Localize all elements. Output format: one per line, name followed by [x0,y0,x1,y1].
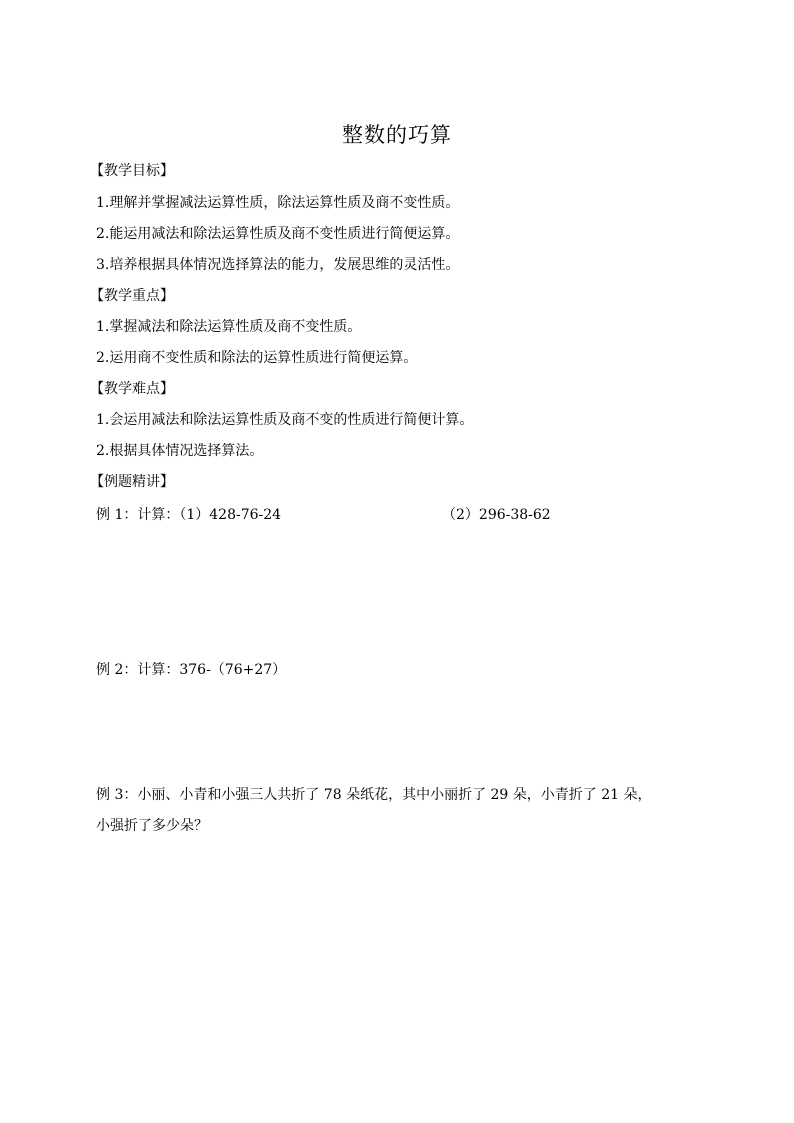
example-2: 例 2：计算：376-（76+27） [96,662,287,678]
key-points-heading: 【教学重点】 [90,288,174,304]
example-3-line-2: 小强折了多少朵？ [96,818,208,834]
examples-heading: 【例题精讲】 [90,474,174,490]
difficulty-item-2: 2.根据具体情况选择算法。 [96,443,264,459]
example-1-part-2: （2）296-38-62 [442,507,551,523]
example-3-line-1: 例 3：小丽、小青和小强三人共折了 78 朵纸花，其中小丽折了 29 朵，小青折了 21 朵， [96,787,652,803]
objective-item-3: 3.培养根据具体情况选择算法的能力，发展思维的灵活性。 [96,257,460,273]
difficulty-item-1: 1.会运用减法和除法运算性质及商不变的性质进行简便计算。 [96,412,474,428]
objective-item-2: 2.能运用减法和除法运算性质及商不变性质进行简便运算。 [96,226,460,242]
objective-item-1: 1.理解并掌握减法运算性质，除法运算性质及商不变性质。 [96,195,460,211]
key-point-item-1: 1.掌握减法和除法运算性质及商不变性质。 [96,319,362,335]
page-title: 整数的巧算 [342,123,452,147]
key-point-item-2: 2.运用商不变性质和除法的运算性质进行简便运算。 [96,350,418,366]
objectives-heading: 【教学目标】 [90,163,174,179]
difficulties-heading: 【教学难点】 [90,381,174,397]
example-1-part-1: 例 1：计算：（1）428-76-24 [96,507,282,523]
